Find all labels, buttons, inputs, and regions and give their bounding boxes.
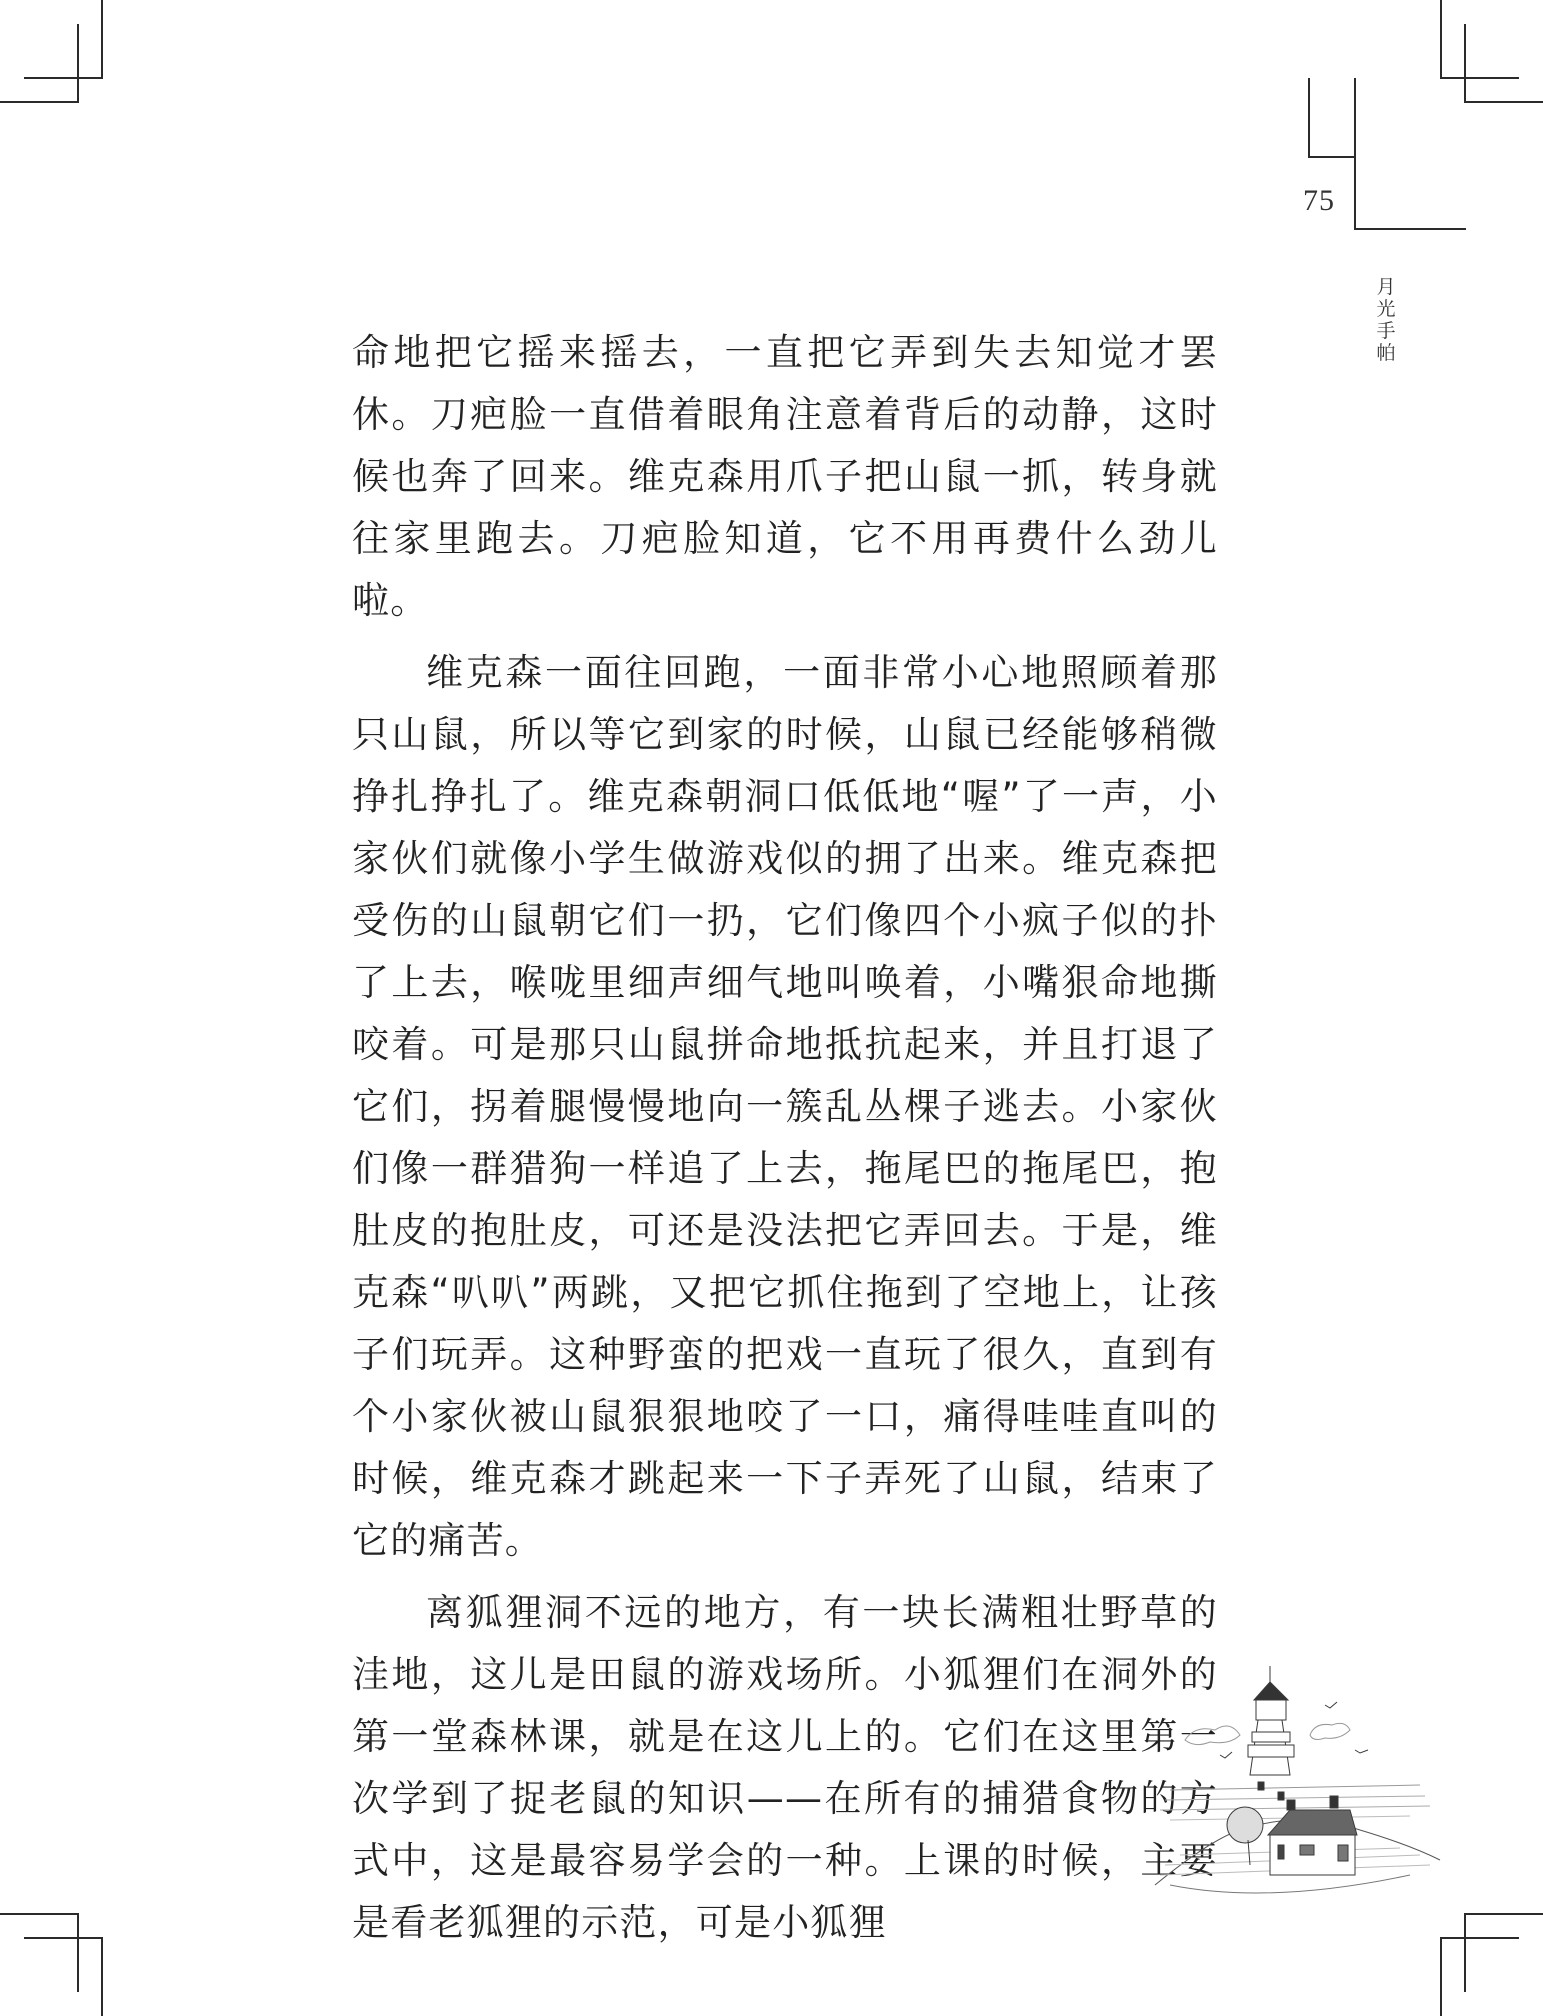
folio-frame-line [1354, 78, 1356, 230]
crop-mark [1464, 101, 1543, 103]
crop-mark [101, 0, 103, 79]
crop-mark [24, 77, 103, 79]
crop-mark [0, 1913, 79, 1915]
folio-frame-line [1308, 156, 1355, 158]
crop-mark [1464, 1913, 1466, 1992]
crop-mark [1464, 1913, 1543, 1915]
crop-mark [1440, 0, 1442, 79]
paragraph: 维克森一面往回跑，一面非常小心地照顾着那只山鼠，所以等它到家的时候，山鼠已经能够稍微挣扎挣扎了。维克森朝洞口低低地“喔”了一声，小家伙们就像小学生做游戏似的拥了出来。维克森把受伤的山鼠朝它们一扔，它们像四个小疯子似的扑了上去，喉咙里细声细气地叫唤着，小嘴狠命地撕咬着。可是那只山鼠拼命地抵抗起来，并且打退了它们，拐着腿慢慢地向一簇乱丛棵子逃去。小家伙们像一群猎狗一样追了上去，拖尾巴的拖尾巴，抱肚皮的抱肚皮，可还是没法把它弄回去。于是，维克森“叭叭”两跳，又把它抓住拖到了空地上，让孩子们玩弄。这种野蛮的把戏一直玩了很久，直到有个小家伙被山鼠狠狠地咬了一口，痛得哇哇直叫的时候，维克森才跳起来一下子弄死了山鼠，结束了它的痛苦。 [352, 651, 1218, 1562]
crop-mark [101, 1937, 103, 2016]
paragraph: 离狐狸洞不远的地方，有一块长满粗壮野草的洼地，这儿是田鼠的游戏场所。小狐狸们在洞外的第一堂森林课，就是在这儿上的。它们在这里第一次学到了捉老鼠的知识——在所有的捕猎食物的方式中，这是最容易学会的一种。上课的时候，主要是看老狐狸的示范，可是小狐狸 [352, 1591, 1218, 1944]
lighthouse-illustration [1150, 1660, 1450, 1910]
crop-mark [1440, 1937, 1519, 1939]
running-head: 月光手帕 [1376, 276, 1396, 364]
crop-mark [0, 101, 79, 103]
crop-mark [77, 1913, 79, 1992]
crop-mark [24, 1937, 103, 1939]
paragraph: 命地把它摇来摇去，一直把它弄到失去知觉才罢休。刀疤脸一直借着眼角注意着背后的动静，这时候也奔了回来。维克森用爪子把山鼠一抓，转身就往家里跑去。刀疤脸知道，它不用再费什么劲儿啦。 [352, 331, 1218, 622]
folio-frame-line [1354, 228, 1466, 230]
crop-mark [77, 24, 79, 103]
crop-mark [1464, 24, 1466, 103]
folio-frame-line [1308, 78, 1310, 158]
crop-mark [1440, 77, 1519, 79]
page-number: 75 [1303, 184, 1335, 217]
crop-mark [1440, 1937, 1442, 2016]
body-text [352, 322, 1218, 1964]
